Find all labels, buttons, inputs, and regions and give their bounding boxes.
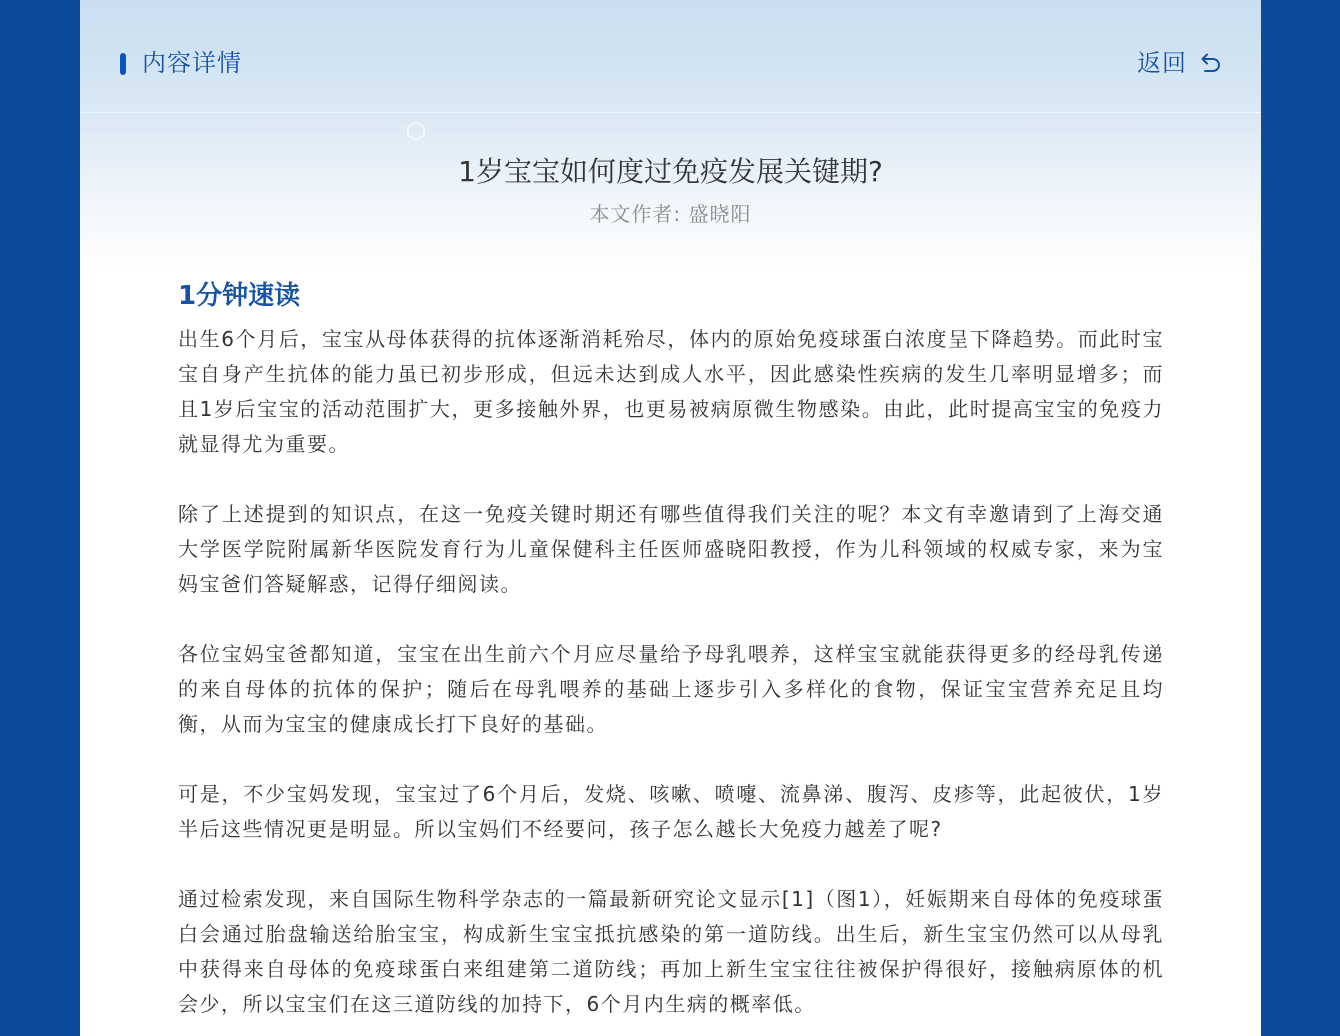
header-accent-bar xyxy=(120,53,126,75)
article-body xyxy=(178,278,1164,1036)
article-paragraph: 除了上述提到的知识点，在这一免疫关键时期还有哪些值得我们关注的呢？本文有幸邀请到了上海交通大学医学院附属新华医院发育行为儿童保健科主任医师盛晓阳教授，作为儿科领域的权威专家，来为宝妈宝爸们答疑解惑，记得仔细阅读。 xyxy=(178,502,1164,596)
article-paragraph: 出生6个月后，宝宝从母体获得的抗体逐渐消耗殆尽，体内的原始免疫球蛋白浓度呈下降趋势。而此时宝宝自身产生抗体的能力虽已初步形成，但远未达到成人水平，因此感染性疾病的发生几率明显增多；而且1岁后宝宝的活动范围扩大，更多接触外界，也更易被病原微生物感染。由此，此时提高宝宝的免疫力就显得尤为重要。 xyxy=(178,327,1164,456)
section-heading: 1分钟速读 xyxy=(178,281,301,311)
page-title: 内容详情 xyxy=(142,49,242,77)
article-author: 本文作者: 盛晓阳 xyxy=(589,202,752,226)
article-paragraph: 各位宝妈宝爸都知道，宝宝在出生前六个月应尽量给予母乳喂养，这样宝宝就能获得更多的经母乳传递的来自母体的抗体的保护；随后在母乳喂养的基础上逐步引入多样化的食物，保证宝宝营养充足且均衡，从而为宝宝的健康成长打下良好的基础。 xyxy=(178,642,1164,736)
back-button[interactable] xyxy=(1137,46,1223,80)
page-header xyxy=(80,0,1261,113)
article-title: 1岁宝宝如何度过免疫发展关键期? xyxy=(458,155,883,188)
decorative-hexagon-icon xyxy=(406,121,426,141)
article-paragraph: 可是，不少宝妈发现，宝宝过了6个月后，发烧、咳嗽、喷嚏、流鼻涕、腹泻、皮疹等，此起彼伏，1岁半后这些情况更是明显。所以宝妈们不经要问，孩子怎么越长大免疫力越差了呢? xyxy=(178,782,1164,841)
return-arrow-icon xyxy=(1197,50,1223,76)
back-button-label: 返回 xyxy=(1137,49,1187,77)
article-paragraph: 通过检索发现，来自国际生物科学杂志的一篇最新研究论文显示[1]（图1），妊娠期来自母体的免疫球蛋白会通过胎盘输送给胎宝宝，构成新生宝宝抵抗感染的第一道防线。出生后，新生宝宝仍然可以从母乳中获得来自母体的免疫球蛋白来组建第二道防线；再加上新生宝宝往往被保护得很好，接触病原体的机会少，所以宝宝们在这三道防线的加持下，6个月内生病的概率低。 xyxy=(178,887,1164,1016)
content-detail-page xyxy=(80,0,1261,1036)
